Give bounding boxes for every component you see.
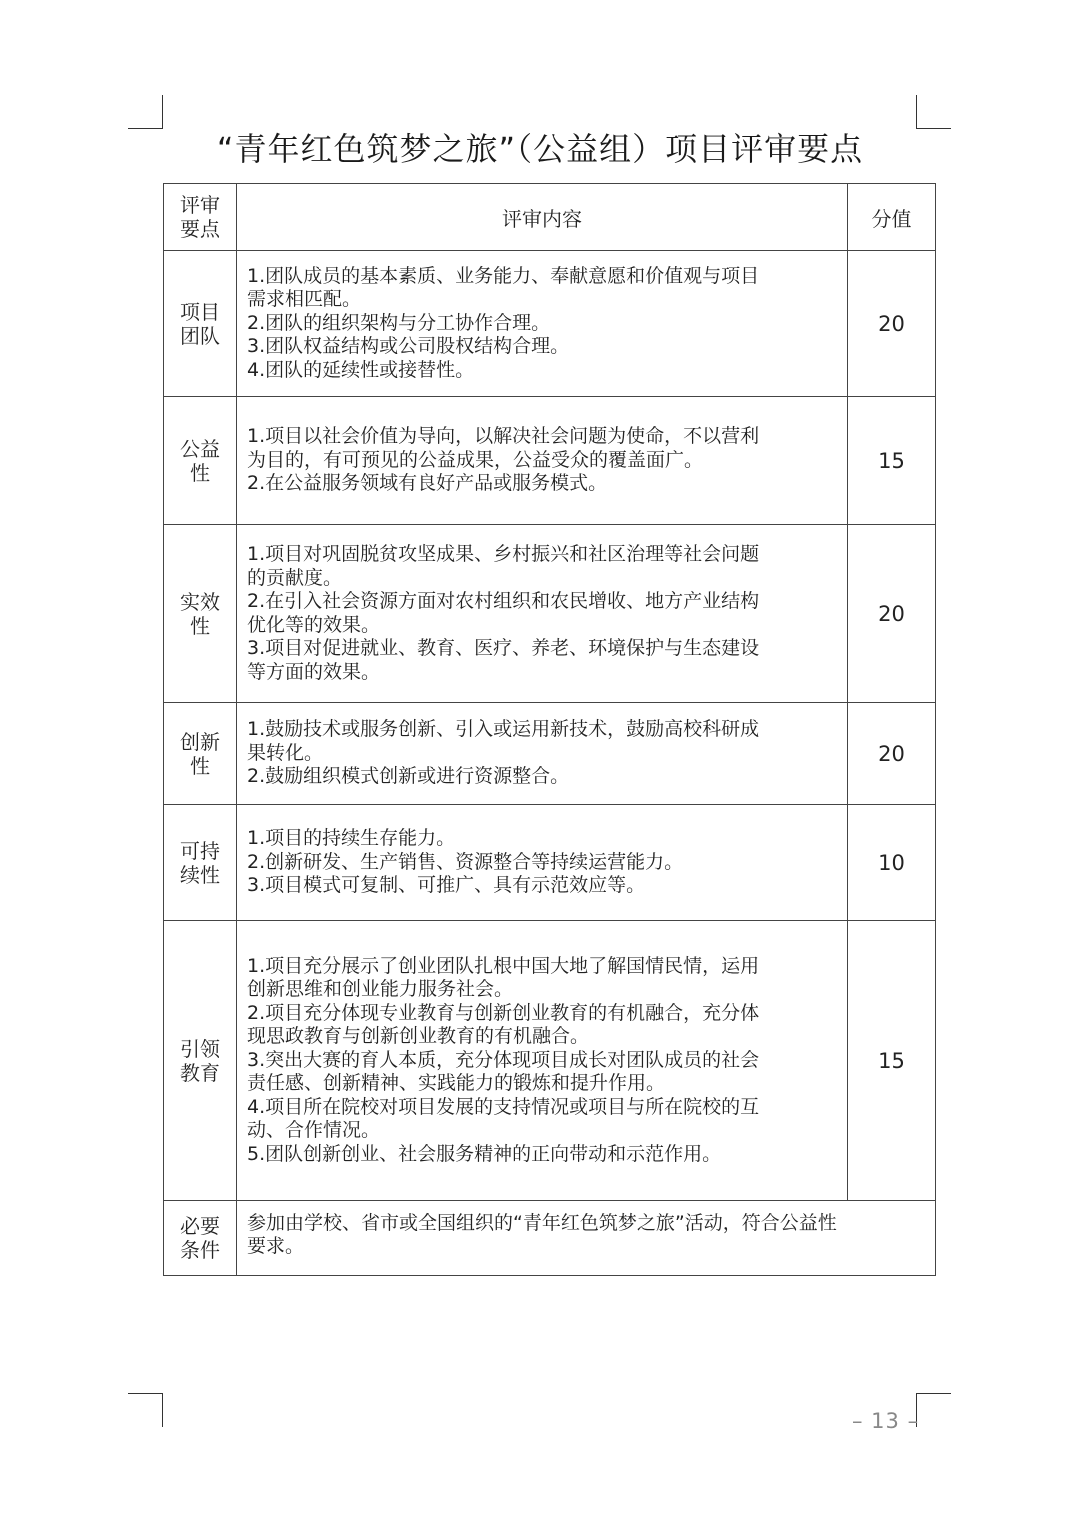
content-line: 2.创新研发、生产销售、资源整合等持续运营能力。 — [247, 850, 684, 873]
content-line: 动、合作情况。 — [247, 1119, 381, 1142]
row-score-cell — [848, 397, 936, 525]
row-score: 20 — [878, 311, 905, 336]
row-key: 创新性 — [180, 729, 220, 778]
crop-mark-top-left — [128, 95, 163, 129]
document-title: “青年红色筑梦之旅”（公益组）项目评审要点 — [216, 130, 864, 168]
content-line: 需求相匹配。 — [247, 288, 362, 311]
content-line: 2.团队的组织架构与分工协作合理。 — [247, 311, 551, 334]
header-key: 评审要点 — [180, 193, 220, 241]
content-line: 3.项目模式可复制、可推广、具有示范效应等。 — [247, 874, 646, 897]
content-line: 4.项目所在院校对项目发展的支持情况或项目与所在院校的互 — [247, 1095, 760, 1118]
row-key: 实效性 — [180, 589, 220, 638]
table-row — [164, 921, 936, 1201]
page-number: – 13 – — [852, 1409, 920, 1433]
table-row — [164, 397, 936, 525]
row-score: 15 — [878, 448, 905, 473]
row-content-cell — [237, 805, 848, 921]
row-key: 项目团队 — [180, 299, 220, 348]
content-line: 2.在引入社会资源方面对农村组织和农民增收、地方产业结构 — [247, 590, 760, 612]
content-line: 等方面的效果。 — [247, 660, 381, 683]
row-key-cell — [164, 805, 237, 921]
row-content-cell — [237, 251, 848, 397]
header-score: 分值 — [871, 206, 912, 231]
header-content: 评审内容 — [502, 206, 582, 231]
table-row — [164, 805, 936, 921]
row-key-cell — [164, 921, 237, 1201]
table-row — [164, 525, 936, 703]
row-score-cell — [848, 805, 936, 921]
content-line: 参加由学校、省市或全国组织的“青年红色筑梦之旅”活动，符合公益性 — [247, 1211, 837, 1234]
crop-mark-bottom-left — [128, 1393, 163, 1427]
content-line: 现思政教育与创新创业教育的有机融合。 — [247, 1025, 590, 1048]
content-line: 1.项目的持续生存能力。 — [247, 827, 456, 850]
content-line: 果转化。 — [247, 741, 324, 764]
content-line: 2.项目充分体现专业教育与创新创业教育的有机融合，充分体 — [247, 1001, 760, 1024]
row-key: 必要条件 — [180, 1214, 220, 1262]
content-line: 1.团队成员的基本素质、业务能力、奉献意愿和价值观与项目 — [247, 264, 760, 287]
row-score-cell — [848, 525, 936, 703]
row-key-cell — [164, 397, 237, 525]
content-line: 5.团队创新创业、社会服务精神的正向带动和示范作用。 — [247, 1142, 722, 1165]
row-score: 20 — [878, 601, 905, 626]
content-line: 责任感、创新精神、实践能力的锻炼和提升作用。 — [247, 1072, 666, 1095]
header-key-cell — [164, 184, 237, 251]
row-score-cell — [848, 251, 936, 397]
content-line: 的贡献度。 — [247, 566, 343, 589]
content-line: 1.项目以社会价值为导向，以解决社会问题为使命，不以营利 — [247, 425, 760, 448]
content-line: 创新思维和创业能力服务社会。 — [247, 978, 514, 1001]
row-score: 20 — [878, 741, 905, 766]
row-key-cell — [164, 525, 237, 703]
content-line: 1.项目对巩固脱贫攻坚成果、乡村振兴和社区治理等社会问题 — [247, 543, 760, 565]
header-score-cell — [848, 184, 936, 251]
table-header-row — [164, 184, 936, 251]
crop-mark-top-right — [916, 95, 951, 129]
content-line: 4.团队的延续性或接替性。 — [247, 358, 475, 381]
content-line: 2.鼓励组织模式创新或进行资源整合。 — [247, 765, 570, 788]
row-content-cell — [237, 525, 848, 703]
header-content-cell — [237, 184, 848, 251]
row-key: 公益性 — [180, 436, 220, 485]
row-key-cell — [164, 703, 237, 805]
content-line: 2.在公益服务领域有良好产品或服务模式。 — [247, 472, 608, 495]
row-score-cell — [848, 921, 936, 1201]
crop-mark-bottom-right — [916, 1393, 951, 1427]
row-key-cell — [164, 1201, 237, 1276]
content-line: 优化等的效果。 — [247, 613, 381, 636]
content-line: 3.突出大赛的育人本质，充分体现项目成长对团队成员的社会 — [247, 1048, 760, 1071]
content-line: 1.鼓励技术或服务创新、引入或运用新技术，鼓励高校科研成 — [247, 718, 760, 741]
row-key: 可持续性 — [180, 838, 220, 887]
row-score-cell — [848, 703, 936, 805]
review-criteria-table — [163, 183, 936, 1276]
row-content-cell — [237, 397, 848, 525]
table-row — [164, 703, 936, 805]
row-content-cell — [237, 703, 848, 805]
content-line: 为目的，有可预见的公益成果，公益受众的覆盖面广。 — [247, 448, 704, 471]
row-score: 15 — [878, 1048, 905, 1073]
row-content-cell — [237, 921, 848, 1201]
row-content-cell — [237, 1201, 936, 1276]
row-key: 引领教育 — [180, 1036, 220, 1085]
content-line: 3.项目对促进就业、教育、医疗、养老、环境保护与生态建设 — [247, 637, 760, 659]
table-row-requirement — [164, 1201, 936, 1276]
row-key-cell — [164, 251, 237, 397]
content-line: 3.团队权益结构或公司股权结构合理。 — [247, 335, 570, 358]
table-row — [164, 251, 936, 397]
content-line: 1.项目充分展示了创业团队扎根中国大地了解国情民情，运用 — [247, 954, 760, 977]
content-line: 要求。 — [247, 1235, 305, 1257]
row-score: 10 — [878, 850, 905, 875]
